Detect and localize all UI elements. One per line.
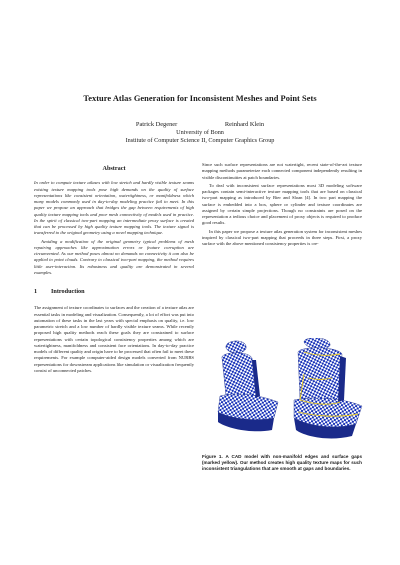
abstract-paragraph: Avoiding a modification of the original geometry typical problems of mesh repairing approaches like approximation errors or feature corruption are circumvented. As our method poses almost no demands on connectivity it can also be applied to point clouds. Contrary to classical two-part mapping, the method requires little user-interaction. Its robustness and quality are demonstrated in several examples.	[34, 238, 194, 275]
left-column	[34, 166, 194, 374]
author-name: Reinhard Klein	[224, 121, 265, 128]
introduction-section	[34, 289, 194, 374]
paper-title: Texture Atlas Generation for Inconsistent Meshes and Point Sets	[83, 94, 317, 103]
seat-left	[218, 341, 278, 431]
figure-car-seat	[204, 338, 364, 444]
right-column	[202, 162, 362, 247]
abstract-section	[34, 166, 194, 276]
abstract-paragraph: In order to compute texture atlases with low stretch and hardly visible texture seams existing texture mapping tools pose high demands on the quality of surface representations like consistent orientation, watertightness, or manifoldness which many models commonly used in day-to-day modeling practice fail to meet. In this paper we propose an approach that bridges the gap between requirements of high quality texture mapping tools and poor mesh connectivity of models used in practice. In the spirit of classical two-part mapping an intermediate proxy surface is created that can be processed by high quality texture mapping tools. The texture signal is transferred to the original geometry using a novel mapping technique.	[34, 180, 194, 236]
author-list	[0, 121, 400, 128]
car-seat-illustration	[204, 338, 364, 444]
body-paragraph: Since such surface representations are not watertight, recent state-of-the-art texture mapping methods parameterize each connected component independently resulting in visible discontinuities at patch boundaries.	[202, 162, 362, 180]
body-paragraph: In this paper we propose a texture atlas generation system for inconsistent meshes inspired by classical two-part mapping that proceeds in three steps. First, a proxy surface with the above mentioned consistency properties is cre-	[202, 228, 362, 246]
seat-right	[294, 338, 362, 438]
author-name: Patrick Degener	[135, 121, 178, 128]
section-title: Introduction	[51, 288, 85, 295]
affiliation-institute: Institute of Computer Science II, Computer Graphics Group	[125, 137, 275, 144]
body-paragraph: To deal with inconsistent surface representations most 3D modeling software packages contain semi-interactive texture mapping tools that are based on classical two-part mapping as introduced by Bier and Sloan [4]. In two part mapping the surface is embedded into a box, sphere or cylinder and texture coordinates are assigned by certain simple projections. Though no constraints are posed on the representation a tedious choice and placement of proxy objects is required to produce good results.	[202, 182, 362, 226]
figure-caption: Figure 1. A CAD model with non-manifold edges and surface gaps (marked yellow). Our method creates high quality texture maps for such inconsistent triangulations that are smooth at gaps and boundaries.	[202, 454, 362, 472]
section-number: 1	[34, 288, 38, 295]
abstract-heading: Abstract	[102, 165, 126, 172]
body-paragraph: The assignment of texture coordinates to surfaces and the creation of a texture atlas are essential tasks in modeling and visualization. Consequently, a lot of effort was put into automation of these tasks in the last years with special emphasis on quality, i.e. low parametric stretch and a low number of hardly visible texture seams. While recently proposed high quality methods reach these goals they are constrained to surface representations with certain topological consistency properties among which are watertightness, manifoldness and consistent face orientations. In day-to-day practice models of different quality and origin have to be processed that often fail to meet these requirements. For example computer-aided design models converted from NURBS representations for downstream applications like simulation or visualization frequently consist of unconnected patches.	[34, 305, 194, 373]
section-heading	[34, 289, 194, 295]
affiliation-university: University of Bonn	[176, 129, 224, 136]
